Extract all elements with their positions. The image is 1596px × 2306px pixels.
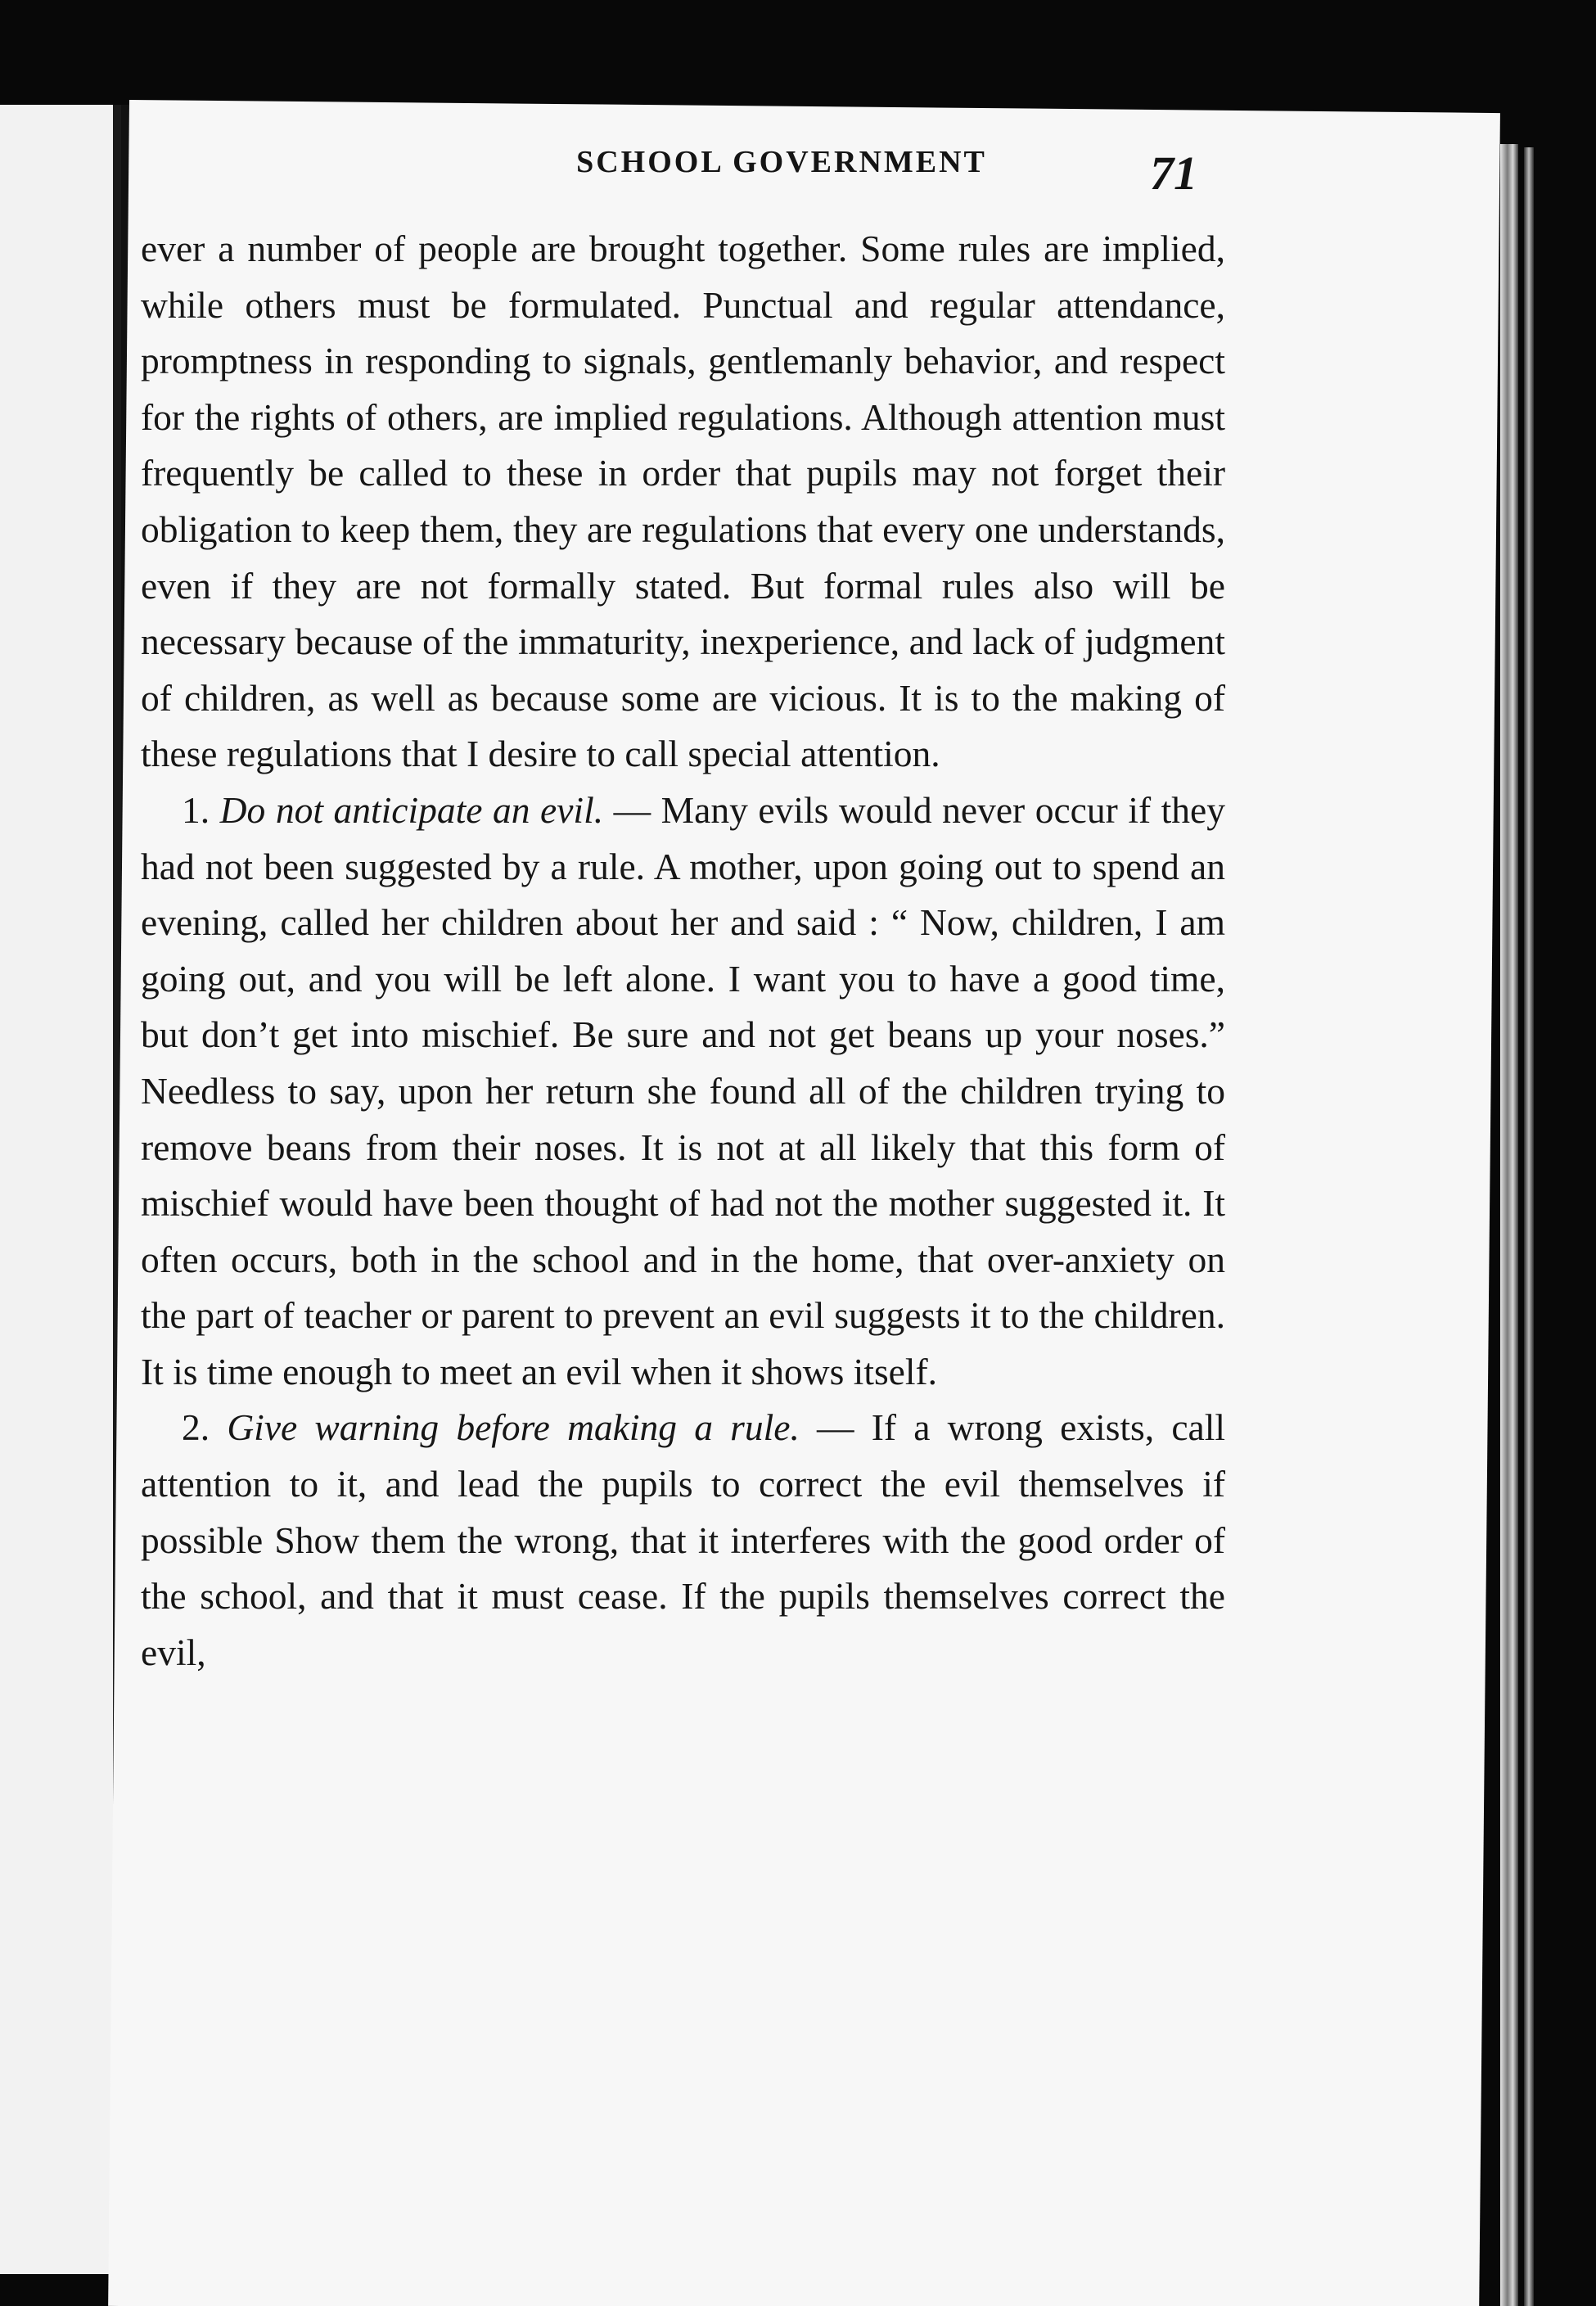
paragraph-1 [141,221,1225,783]
paragraph-2 [141,783,1225,1401]
page-number: 71 [1150,147,1197,200]
section-heading: Give warning before making a rule. [227,1406,818,1449]
facing-page-edge [0,105,121,2274]
paragraph-text: ever a number of people are brought together. Some rules are implied, while others must be formulated. Punctual and regular attendance, promptness in responding to signals, gentlemanly behavior, and respect for the rights of others, are implied regulations. Although attention must frequently be called to these in order that pupils may not forget their obligation to keep them, they are regulations that every one understands, even if they are not formally stated. But formal rules also will be necessary because of the immaturity, inexperience, and lack of judgment of children, as well as because some are vicious. It is to the making of these regulations that I desire to call special attention. [141,228,1225,775]
paragraph-text: — If a wrong exists, call attention to it, and lead the pupils to correct the evil themselves if possible Show them the wrong, that it interferes with the good order of the school, and that it must cease. If the pupils themselves correct the evil, [141,1406,1226,1673]
section-number: 2. [182,1406,228,1449]
running-head: SCHOOL GOVERNMENT [576,145,987,179]
page-stack-edge [1500,144,1518,2306]
section-heading: Do not anticipate an evil. [219,788,614,831]
paragraph-3 [141,1400,1225,1681]
body-text [141,221,1225,1681]
book-cover-edge [1524,147,1534,2306]
section-number: 1. [182,788,220,831]
paragraph-text: — Many evils would never occur if they had not been suggested by a rule. A mother, upon going out to spend an evening, called her children about her and said : “ Now, children, I am going out, and you will be left alone. I want you to have a good time, but don’t get into mischief. Be sure and not get beans up your noses.” Needless to say, upon her return she found all of the children trying to remove beans from their noses. It is not at all likely that this form of mischief would have been thought of had not the mother suggested it. It often occurs, both in the school and in the home, that over-anxiety on the part of teacher or parent to prevent an evil suggests it to the children. It is time enough to meet an evil when it shows itself. [141,788,1225,1392]
